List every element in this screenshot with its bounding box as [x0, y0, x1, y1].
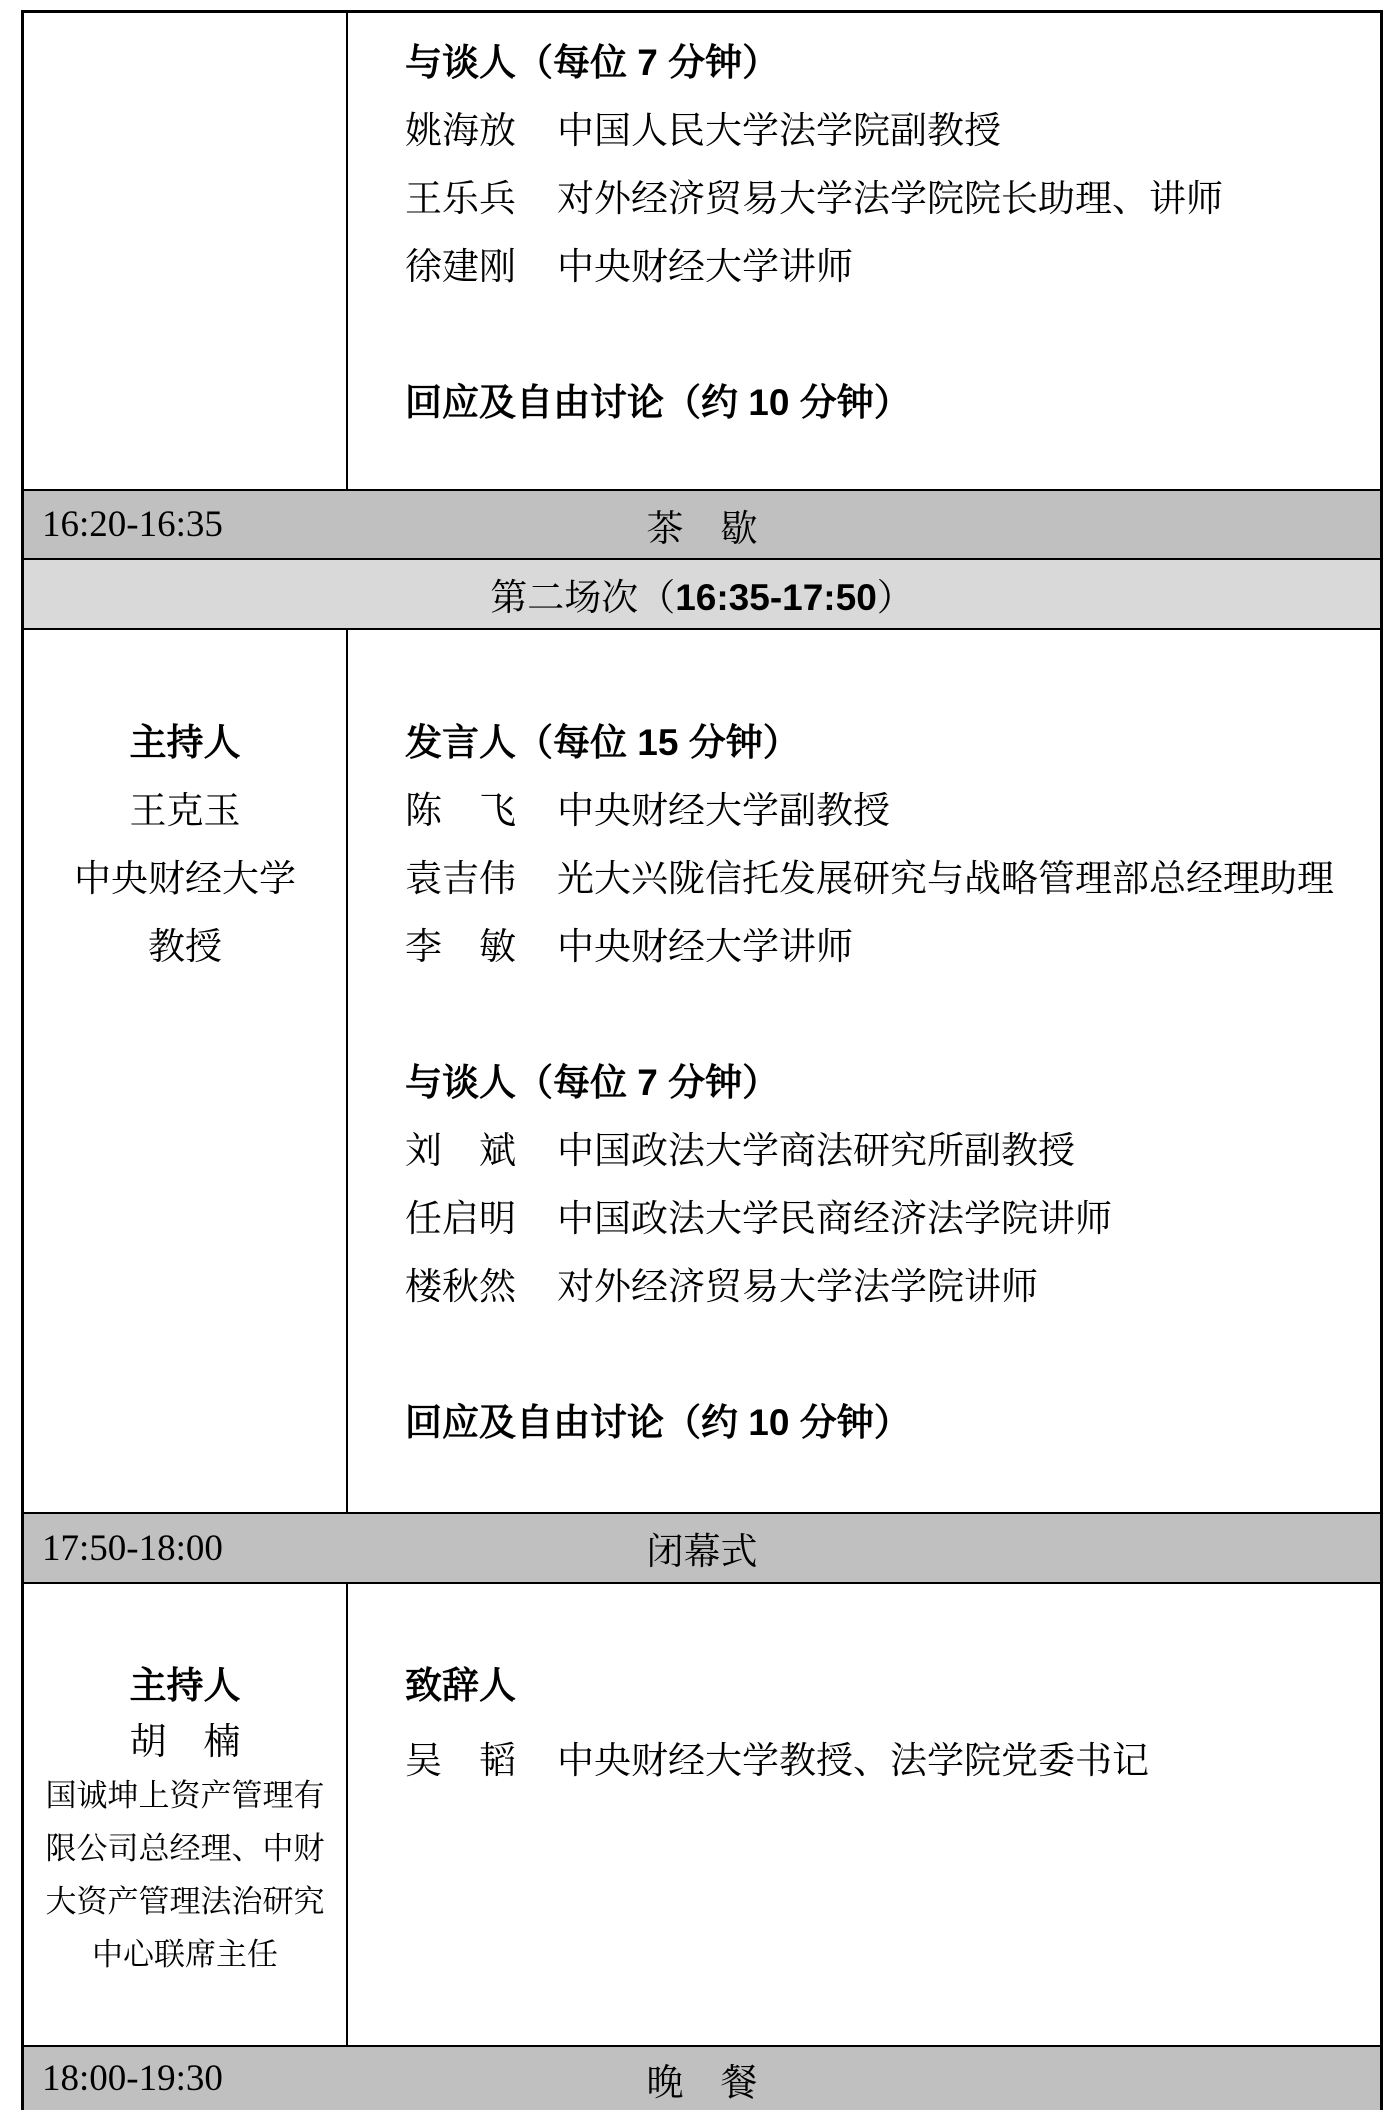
chair-role: 主持人 — [129, 722, 241, 763]
closing-row — [24, 1584, 1380, 2047]
dinner-time: 18:00-19:30 — [42, 2058, 223, 2099]
discussion-header: 回应及自由讨论（约 10 分钟） — [405, 382, 911, 423]
speaker-row — [405, 841, 1380, 909]
discussant-name: 王乐兵 — [405, 179, 516, 220]
speaker-name: 陈 飞 — [405, 791, 516, 832]
discussant-title: 对外经济贸易大学法学院院长助理、讲师 — [557, 179, 1223, 220]
chair-affiliation: 限公司总经理、中财 — [45, 1831, 325, 1866]
speaker-title: 中央财经大学讲师 — [557, 927, 853, 968]
session1-chair-cell-empty — [24, 13, 348, 489]
discussant-name: 楼秋然 — [405, 1267, 516, 1308]
dinner-bar — [24, 2047, 1380, 2110]
chair-name: 胡 楠 — [129, 1722, 241, 1763]
discussant-title: 中国政法大学民商经济法学院讲师 — [557, 1199, 1112, 1240]
closing-bar — [24, 1514, 1380, 1584]
discussant-title: 对外经济贸易大学法学院讲师 — [557, 1267, 1038, 1308]
chair-affiliation: 大资产管理法治研究 — [45, 1884, 325, 1919]
session2-chair-cell — [24, 630, 348, 1512]
speech-row — [405, 1729, 1380, 1785]
discussant-row — [405, 1249, 1380, 1317]
discussants-header: 与谈人（每位 7 分钟） — [405, 42, 780, 83]
speaker-title: 光大兴陇信托发展研究与战略管理部总经理助理 — [557, 859, 1334, 900]
discussant-name: 任启明 — [405, 1199, 516, 1240]
speaker-name: 李 敏 — [405, 927, 516, 968]
discussants-header: 与谈人（每位 7 分钟） — [405, 1062, 780, 1103]
chair-affiliation: 国诚坤上资产管理有 — [45, 1778, 325, 1813]
speaker-name: 袁吉伟 — [405, 859, 516, 900]
session2-content-cell — [348, 630, 1380, 1512]
discussant-row — [405, 1113, 1380, 1181]
spacer — [405, 977, 1380, 1045]
closing-label: 闭幕式 — [646, 1532, 758, 1573]
speech-header: 致辞人 — [405, 1665, 516, 1706]
dinner-label: 晚 餐 — [646, 2062, 758, 2104]
discussant-title: 中国政法大学商法研究所副教授 — [557, 1131, 1075, 1172]
chair-role: 主持人 — [129, 1665, 241, 1706]
discussant-row — [405, 161, 1380, 229]
discussant-name: 姚海放 — [405, 111, 516, 152]
speaker-row — [405, 909, 1380, 977]
closing-time: 17:50-18:00 — [42, 1527, 223, 1569]
tea-break-time: 16:20-16:35 — [42, 504, 223, 545]
speaker-title: 中央财经大学副教授 — [557, 791, 890, 832]
agenda-table — [21, 10, 1383, 2110]
session2-header-text — [490, 567, 914, 621]
session2-header-bar — [24, 560, 1380, 630]
speakers-header: 发言人（每位 15 分钟） — [405, 722, 800, 763]
chair-affiliation: 中心联席主任 — [92, 1937, 278, 1972]
discussant-title: 中央财经大学讲师 — [557, 247, 853, 288]
session2-header-time: 16:35-17:50 — [675, 577, 877, 618]
closing-chair-cell — [24, 1584, 348, 2045]
closing-content-cell — [348, 1584, 1380, 2045]
discussant-title: 中国人民大学法学院副教授 — [557, 111, 1001, 152]
discussant-row — [405, 229, 1380, 297]
discussant-row — [405, 1181, 1380, 1249]
discussant-name: 徐建刚 — [405, 247, 516, 288]
chair-affiliation: 教授 — [148, 927, 222, 968]
session2-header-prefix: 第二场次（ — [490, 578, 676, 619]
tea-break-label: 茶 歇 — [646, 508, 758, 550]
discussant-row — [405, 93, 1380, 161]
chair-name: 王克玉 — [129, 791, 241, 832]
tea-break-bar — [24, 491, 1380, 560]
speaker-row — [405, 773, 1380, 841]
speech-name: 吴 韬 — [405, 1741, 516, 1782]
session1-content-cell — [348, 13, 1380, 489]
discussant-name: 刘 斌 — [405, 1131, 516, 1172]
session2-row — [24, 630, 1380, 1514]
session2-header-suffix: ） — [876, 578, 914, 619]
spacer — [405, 1317, 1380, 1385]
spacer — [405, 297, 1380, 365]
speech-title: 中央财经大学教授、法学院党委书记 — [557, 1741, 1149, 1782]
session1-tail-row — [24, 13, 1380, 491]
chair-affiliation: 中央财经大学 — [74, 859, 296, 900]
discussion-header: 回应及自由讨论（约 10 分钟） — [405, 1402, 911, 1443]
